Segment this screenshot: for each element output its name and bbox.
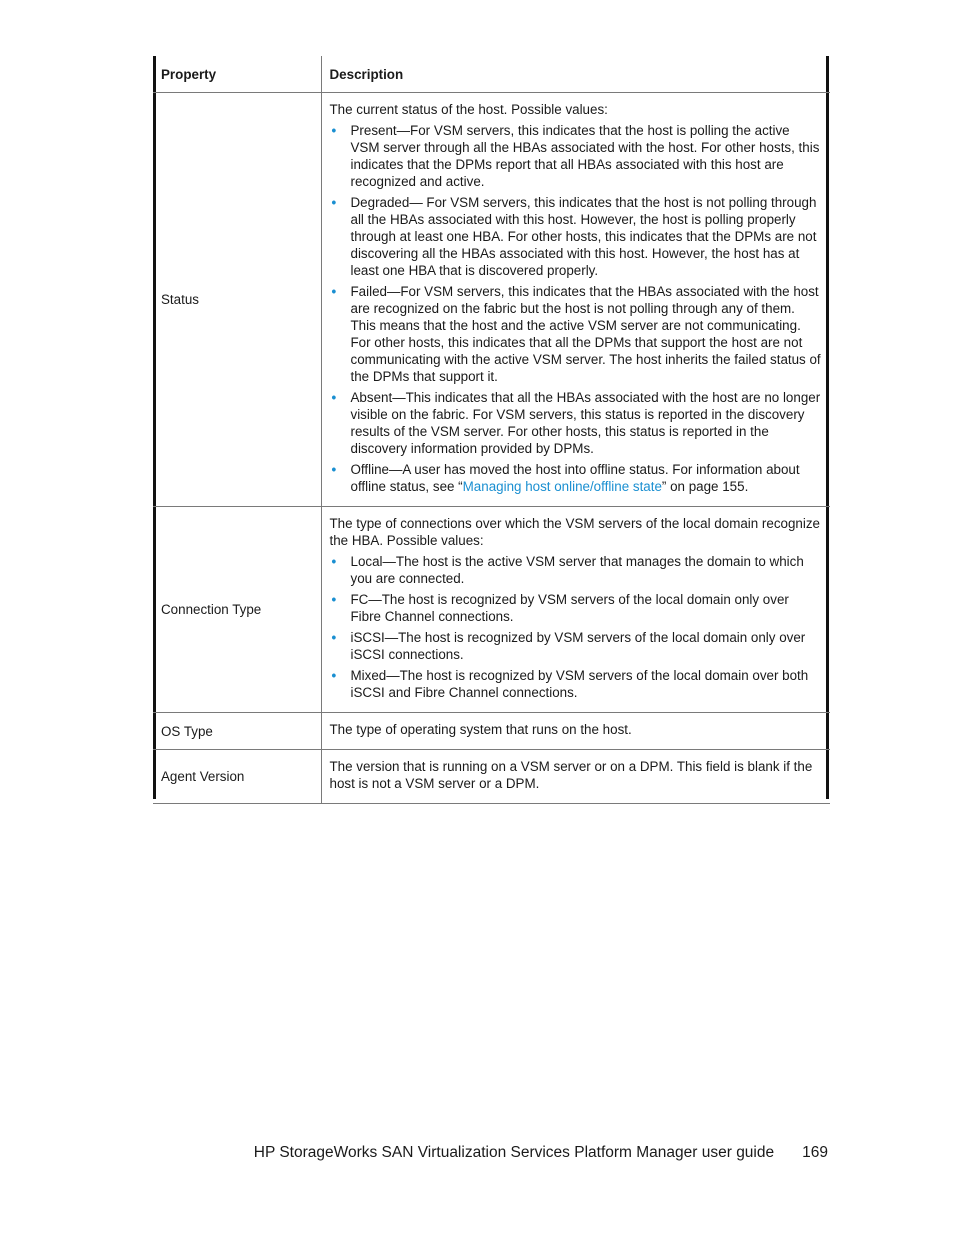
- page-footer: [0, 1144, 828, 1162]
- property-cell: Agent Version: [153, 750, 321, 804]
- table-row-os-type: [153, 713, 830, 750]
- values-list: [330, 553, 823, 701]
- list-item: • Absent—This indicates that all the HBAs associated with the host are no longer visible on the fabric. For VSM servers, this status is reported in the discovery results of the VSM server. For other hosts, this status is reported in the discovery information provided by DPMs.: [331, 390, 821, 456]
- bullet-icon: •: [331, 284, 337, 299]
- description-cell: [321, 93, 830, 507]
- page-number: 169: [802, 1144, 828, 1161]
- header-description: Description: [321, 56, 830, 93]
- list-item: • Degraded— For VSM servers, this indicates that the host is not polling through all the HBAs associated with this host. However, the host is polling properly through at least one HBA. For other hosts, this indicates that the DPMs are not discovering all the HBAs associated with this host. However, the host has at least one HBA that is discovered properly.: [331, 195, 817, 278]
- property-table-container: [153, 56, 830, 804]
- bullet-icon: •: [331, 630, 337, 645]
- values-list: [330, 122, 823, 495]
- bullet-icon: •: [331, 462, 337, 477]
- list-item: • Mixed—The host is recognized by VSM servers of the local domain over both iSCSI and Fibre Channel connections.: [331, 668, 809, 700]
- bullet-icon: •: [331, 592, 337, 607]
- footer-title: HP StorageWorks SAN Virtualization Services Platform Manager user guide: [253, 1144, 775, 1161]
- list-item: • Present—For VSM servers, this indicates that the host is polling the active VSM server through all the HBAs associated with the host. For other hosts, this indicates that the DPMs report that all HBAs associated with this host are recognized and active.: [331, 123, 820, 189]
- bullet-icon: •: [331, 195, 337, 210]
- list-item: • iSCSI—The host is recognized by VSM servers of the local domain only over iSCSI connections.: [331, 630, 806, 662]
- bullet-icon: •: [331, 554, 337, 569]
- bullet-icon: •: [331, 390, 337, 405]
- list-item: • FC—The host is recognized by VSM servers of the local domain only over Fibre Channel connections.: [331, 592, 789, 624]
- list-item: • Local—The host is the active VSM server that manages the domain to which you are connected.: [331, 554, 804, 586]
- table-row-agent-version: [153, 750, 830, 804]
- description-cell: The type of operating system that runs on the host.: [321, 713, 830, 750]
- description-cell: [321, 507, 830, 713]
- description-intro: The type of connections over which the VSM servers of the local domain recognize the HBA. Possible values:: [329, 516, 820, 548]
- table-row-connection-type: [153, 507, 830, 713]
- bullet-icon: •: [331, 123, 337, 138]
- list-item-offline: • Offline—A user has moved the host into offline status. For information about offline status, see “Managing host online/offline state” on page 155.: [331, 462, 800, 494]
- property-cell: Status: [153, 93, 321, 507]
- managing-host-state-link[interactable]: Managing host online/offline state: [462, 479, 662, 494]
- property-cell: Connection Type: [153, 507, 321, 713]
- description-intro: The current status of the host. Possible values:: [329, 102, 608, 117]
- table-header-row: [153, 56, 830, 93]
- description-cell: The version that is running on a VSM server or on a DPM. This field is blank if the host is not a VSM server or a DPM.: [321, 750, 830, 804]
- header-property: Property: [153, 56, 321, 93]
- table-row-status: [153, 93, 830, 507]
- list-item: • Failed—For VSM servers, this indicates that the HBAs associated with the host are recognized on the fabric but the host is not polling through any of them. This means that the host and the active VSM server are not communicating. For other hosts, this indicates that all the DPMs that support the host are not communicating with the active VSM server. The host inherits the failed status of the DPMs that support it.: [331, 284, 821, 384]
- property-table: [153, 56, 830, 804]
- bullet-icon: •: [331, 668, 337, 683]
- property-cell: OS Type: [153, 713, 321, 750]
